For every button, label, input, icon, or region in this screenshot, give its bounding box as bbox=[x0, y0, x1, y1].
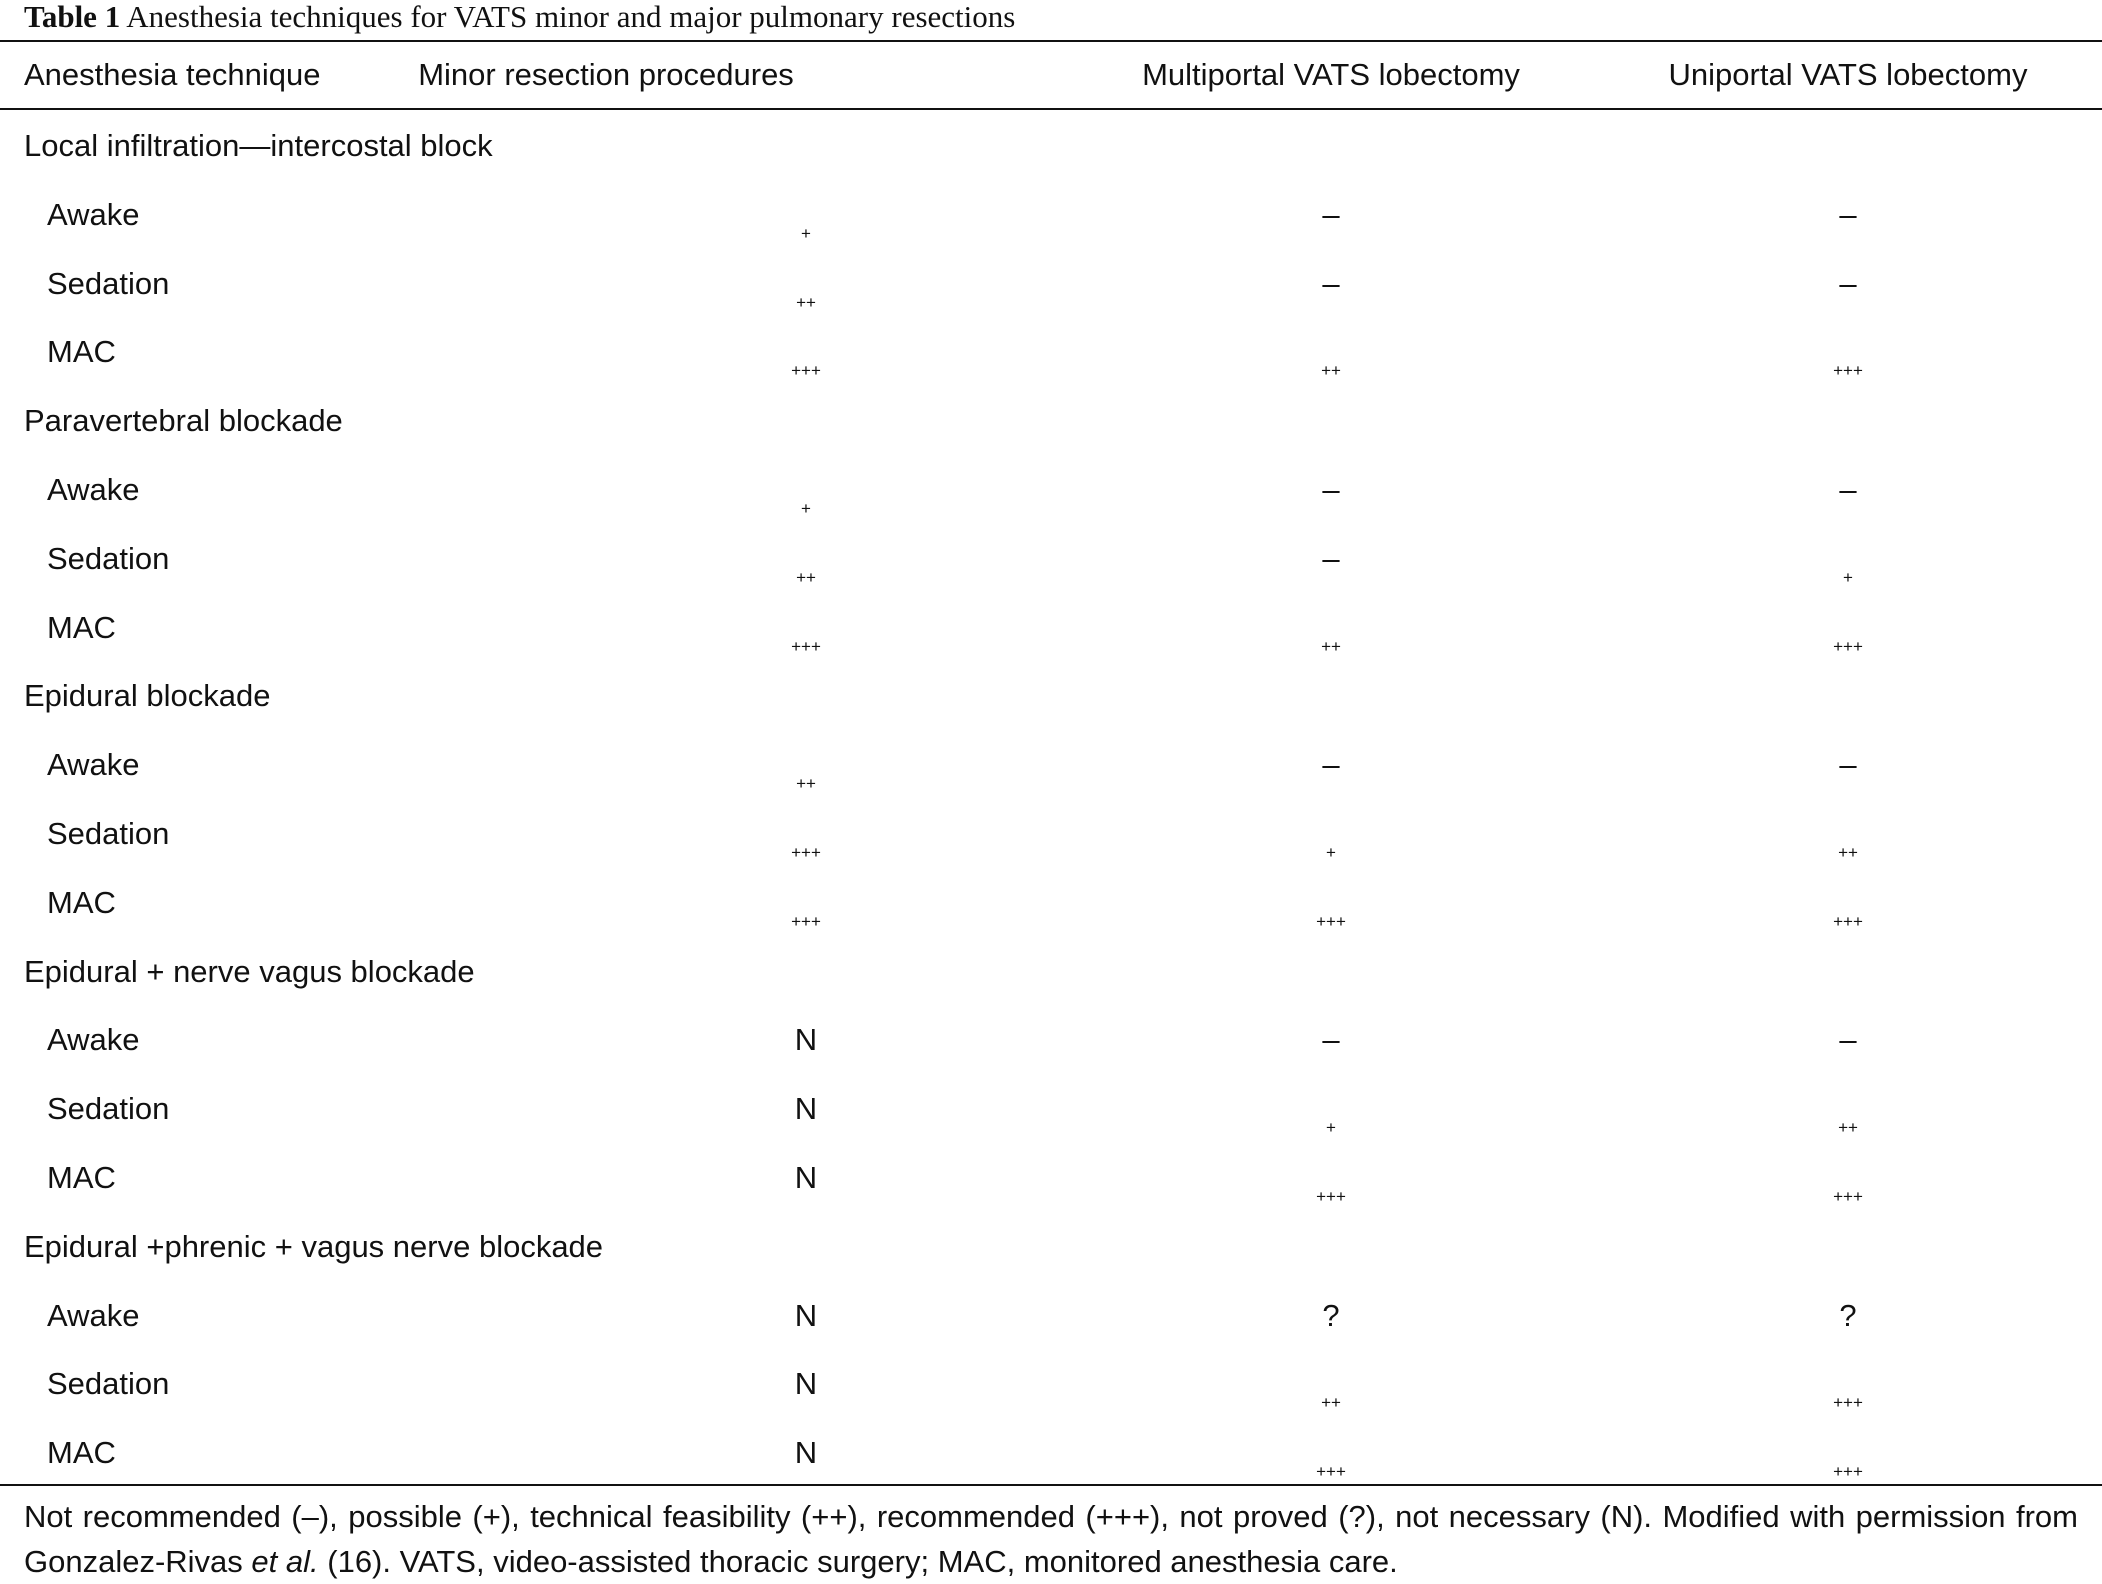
row-label: MAC bbox=[47, 1435, 116, 1471]
row-label: Awake bbox=[47, 747, 140, 783]
table-row bbox=[0, 1419, 2102, 1488]
row-label: MAC bbox=[47, 1159, 116, 1195]
value-cell: – bbox=[1322, 747, 1340, 783]
value-cell: ? bbox=[1839, 1297, 1857, 1333]
group-label: Epidural +phrenic + vagus nerve blockade bbox=[24, 1228, 604, 1264]
value-cell: + bbox=[1326, 842, 1336, 862]
value-cell: +++ bbox=[791, 911, 821, 931]
row-label: MAC bbox=[47, 609, 116, 645]
value-cell: ? bbox=[1322, 1297, 1340, 1333]
table-bottom-rule bbox=[0, 1484, 2102, 1486]
footnote-text-end: (16). VATS, video-assisted thoracic surgery; MAC, monitored anesthesia care. bbox=[318, 1544, 1398, 1579]
table-row bbox=[0, 1350, 2102, 1419]
value-cell: ++ bbox=[1321, 1393, 1341, 1413]
value-cell: N bbox=[794, 1022, 818, 1058]
table-row bbox=[0, 1075, 2102, 1144]
value-cell: + bbox=[801, 498, 811, 518]
table-header bbox=[0, 44, 2102, 106]
value-cell: +++ bbox=[791, 842, 821, 862]
table-row bbox=[0, 181, 2102, 250]
group-label: Epidural blockade bbox=[24, 678, 271, 714]
footnote-et-al: et al. bbox=[251, 1544, 319, 1579]
value-cell: +++ bbox=[1316, 1186, 1346, 1206]
value-cell: – bbox=[1839, 1022, 1857, 1058]
value-cell: +++ bbox=[1316, 1462, 1346, 1482]
value-cell: – bbox=[1322, 265, 1340, 301]
value-cell: – bbox=[1322, 196, 1340, 232]
table-row bbox=[0, 1282, 2102, 1351]
table-row bbox=[0, 1144, 2102, 1213]
value-cell: ++ bbox=[1838, 842, 1858, 862]
value-cell: N bbox=[794, 1366, 818, 1402]
row-label: Sedation bbox=[47, 815, 170, 851]
value-cell: ++ bbox=[1321, 636, 1341, 656]
table-header-rule bbox=[0, 108, 2102, 110]
value-cell: + bbox=[801, 223, 811, 243]
row-label: MAC bbox=[47, 334, 116, 370]
value-cell: +++ bbox=[1833, 1186, 1863, 1206]
header-minor-resection: Minor resection procedures bbox=[418, 57, 794, 92]
value-cell: N bbox=[794, 1159, 818, 1195]
row-label: Sedation bbox=[47, 1366, 170, 1402]
table-row bbox=[0, 869, 2102, 938]
value-cell: N bbox=[794, 1435, 818, 1471]
value-cell: ++ bbox=[1838, 1118, 1858, 1138]
value-cell: ++ bbox=[796, 292, 816, 312]
value-cell: +++ bbox=[1833, 636, 1863, 656]
value-cell: + bbox=[1326, 1118, 1336, 1138]
value-cell: – bbox=[1839, 471, 1857, 507]
table-row bbox=[0, 594, 2102, 663]
row-label: Sedation bbox=[47, 265, 170, 301]
group-label: Local infiltration—intercostal block bbox=[24, 128, 493, 163]
value-cell: +++ bbox=[1833, 911, 1863, 931]
table-row bbox=[0, 800, 2102, 869]
value-cell: +++ bbox=[1833, 1393, 1863, 1413]
value-cell: +++ bbox=[1833, 361, 1863, 381]
table-row bbox=[0, 250, 2102, 319]
group-row bbox=[0, 938, 2102, 1007]
row-label: Sedation bbox=[47, 540, 170, 576]
value-cell: – bbox=[1322, 1022, 1340, 1058]
group-row bbox=[0, 1213, 2102, 1282]
table-row bbox=[0, 318, 2102, 387]
table-row bbox=[0, 1006, 2102, 1075]
value-cell: – bbox=[1839, 196, 1857, 232]
header-multiportal-lobectomy: Multiportal VATS lobectomy bbox=[1142, 57, 1520, 92]
group-label: Epidural + nerve vagus blockade bbox=[24, 953, 475, 989]
table-row bbox=[0, 525, 2102, 594]
table-body bbox=[0, 112, 2102, 1482]
table-caption-label: Table 1 bbox=[24, 0, 121, 34]
value-cell: – bbox=[1322, 540, 1340, 576]
value-cell: – bbox=[1839, 747, 1857, 783]
group-label: Paravertebral blockade bbox=[24, 403, 343, 439]
row-label: Awake bbox=[47, 471, 140, 507]
value-cell: – bbox=[1839, 265, 1857, 301]
value-cell: N bbox=[794, 1297, 818, 1333]
row-label: MAC bbox=[47, 884, 116, 920]
row-label: Awake bbox=[47, 196, 140, 232]
value-cell: + bbox=[1843, 567, 1853, 587]
header-anesthesia-technique: Anesthesia technique bbox=[24, 57, 321, 92]
row-label: Sedation bbox=[47, 1091, 170, 1127]
table-row bbox=[0, 456, 2102, 525]
value-cell: ++ bbox=[796, 774, 816, 794]
table-caption-text: Anesthesia techniques for VATS minor and major pulmonary resections bbox=[126, 0, 1016, 34]
row-label: Awake bbox=[47, 1297, 140, 1333]
value-cell: +++ bbox=[791, 361, 821, 381]
value-cell: – bbox=[1322, 471, 1340, 507]
table-row bbox=[0, 731, 2102, 800]
table-caption bbox=[24, 0, 1015, 36]
group-row bbox=[0, 387, 2102, 456]
group-row bbox=[0, 662, 2102, 731]
footnote-text: Not recommended (–), possible (+), technical feasibility (++), recommended (+++), not proved (?), not necessary (N). Modified with permission from Gonzalez-Rivas bbox=[24, 1499, 2078, 1579]
value-cell: +++ bbox=[1316, 911, 1346, 931]
value-cell: +++ bbox=[791, 636, 821, 656]
group-row bbox=[0, 112, 2102, 181]
header-uniportal-lobectomy: Uniportal VATS lobectomy bbox=[1668, 57, 2028, 92]
value-cell: N bbox=[794, 1091, 818, 1127]
value-cell: ++ bbox=[1321, 361, 1341, 381]
value-cell: ++ bbox=[796, 567, 816, 587]
table-top-rule bbox=[0, 40, 2102, 42]
row-label: Awake bbox=[47, 1022, 140, 1058]
table-footnote bbox=[24, 1494, 2078, 1584]
value-cell: +++ bbox=[1833, 1462, 1863, 1482]
